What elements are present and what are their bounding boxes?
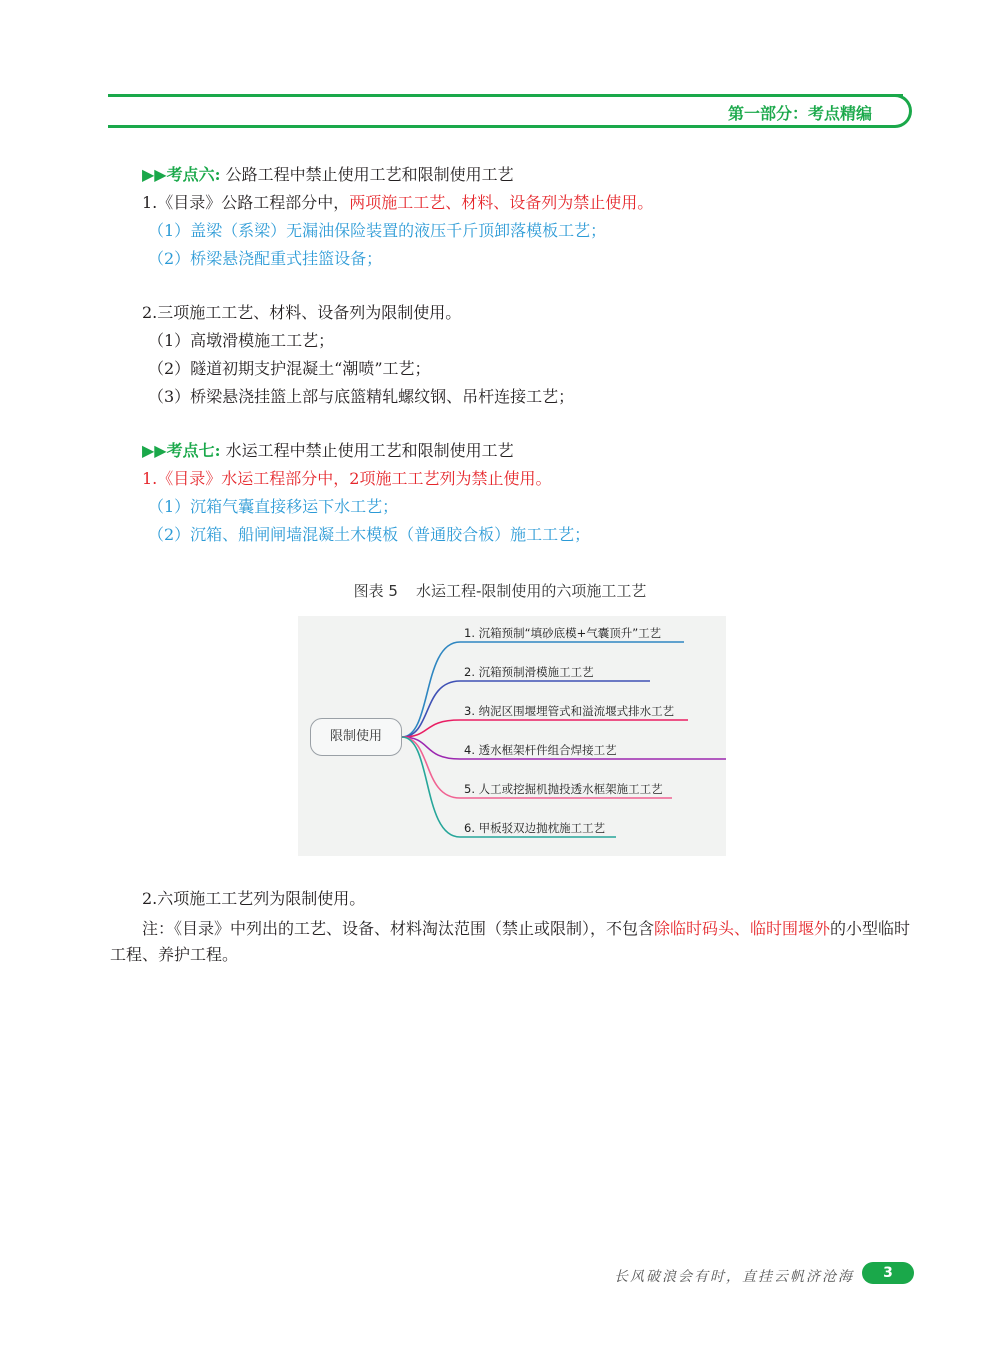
section6-lim1: （1）高墩滑模施工工艺； [148,331,335,350]
arrow-marker-icon: ▶▶ [142,441,167,460]
arrow-marker-icon: ▶▶ [142,165,167,184]
mindmap-branch-label: 3. 纳泥区围堰埋管式和溢流堰式排水工艺 [464,704,675,718]
mindmap-branch-label: 2. 沉箱预制滑模施工工艺 [464,665,594,679]
section7-ban1: （1）沉箱气囊直接移运下水工艺； [148,497,399,516]
section7-key: 考点七 [166,441,215,460]
mindmap-branch-line [402,642,684,737]
bottom-note-red: 除临时码头、临时围堰外 [654,919,831,938]
section6-ban1: （1）盖梁（系梁）无漏油保险装置的液压千斤顶卸落模板工艺； [148,221,607,240]
section6-p2: 2.三项施工工艺、材料、设备列为限制使用。 [142,303,462,322]
section7-sep: : [214,441,221,460]
section6-p1-red: 两项施工工艺、材料、设备列为禁止使用。 [349,193,654,212]
bottom-note-pre: 注：《目录》中列出的工艺、设备、材料淘汰范围（禁止或限制），不包含 [142,919,655,938]
section6-p1-pre: 1.《目录》公路工程部分中， [142,193,350,212]
section7-p1-num: 1. [142,469,158,488]
section7-ban2: （2）沉箱、船闸闸墙混凝土木模板（普通胶合板）施工工艺； [148,525,591,544]
mindmap-branch-label: 1. 沉箱预制“填砂底模+气囊顶升”工艺 [464,626,662,640]
figure-label: 图表 5 [353,582,398,600]
page-number: 3 [862,1262,914,1284]
section6-heading [142,164,514,186]
section7-p1-red: 《目录》水运工程部分中，2项施工工艺列为禁止使用。 [157,469,552,488]
section7-heading [142,440,514,462]
section6-key: 考点六 [166,165,215,184]
section7-p1 [142,468,551,490]
section6-title: 公路工程中禁止使用工艺和限制使用工艺 [220,165,514,184]
section7-title: 水运工程中禁止使用工艺和限制使用工艺 [220,441,514,460]
bottom-p1: 2.六项施工工艺列为限制使用。 [142,889,366,908]
section6-lim3: （3）桥梁悬浇挂篮上部与底篮精轧螺纹钢、吊杆连接工艺； [148,387,575,406]
mindmap [298,616,726,856]
mindmap-branch-label: 5. 人工或挖掘机抛投透水框架施工工艺 [464,782,663,796]
section6-sep: : [214,165,221,184]
section6-lim2: （2）隧道初期支护混凝土“潮喷”工艺； [148,359,431,378]
bottom-note [110,916,916,968]
section6-ban2: （2）桥梁悬浇配重式挂篮设备； [148,249,383,268]
figure-title: 水运工程-限制使用的六项施工工艺 [415,582,647,600]
figure-caption [0,580,1000,601]
mindmap-branch-label: 4. 透水框架杆件组合焊接工艺 [464,743,617,757]
page-header-title: 第一部分：考点精编 [727,104,872,123]
mindmap-branch-line [402,720,688,737]
section6-p1 [142,192,653,214]
mindmap-root: 限制使用 [310,718,402,756]
footer-slogan: 长风破浪会有时，直挂云帆济沧海 [614,1269,854,1285]
mindmap-branch-label: 6. 甲板驳双边抛枕施工工艺 [464,821,606,835]
bottom-note-post: 的小型临时工程、养护工程。 [110,919,911,964]
